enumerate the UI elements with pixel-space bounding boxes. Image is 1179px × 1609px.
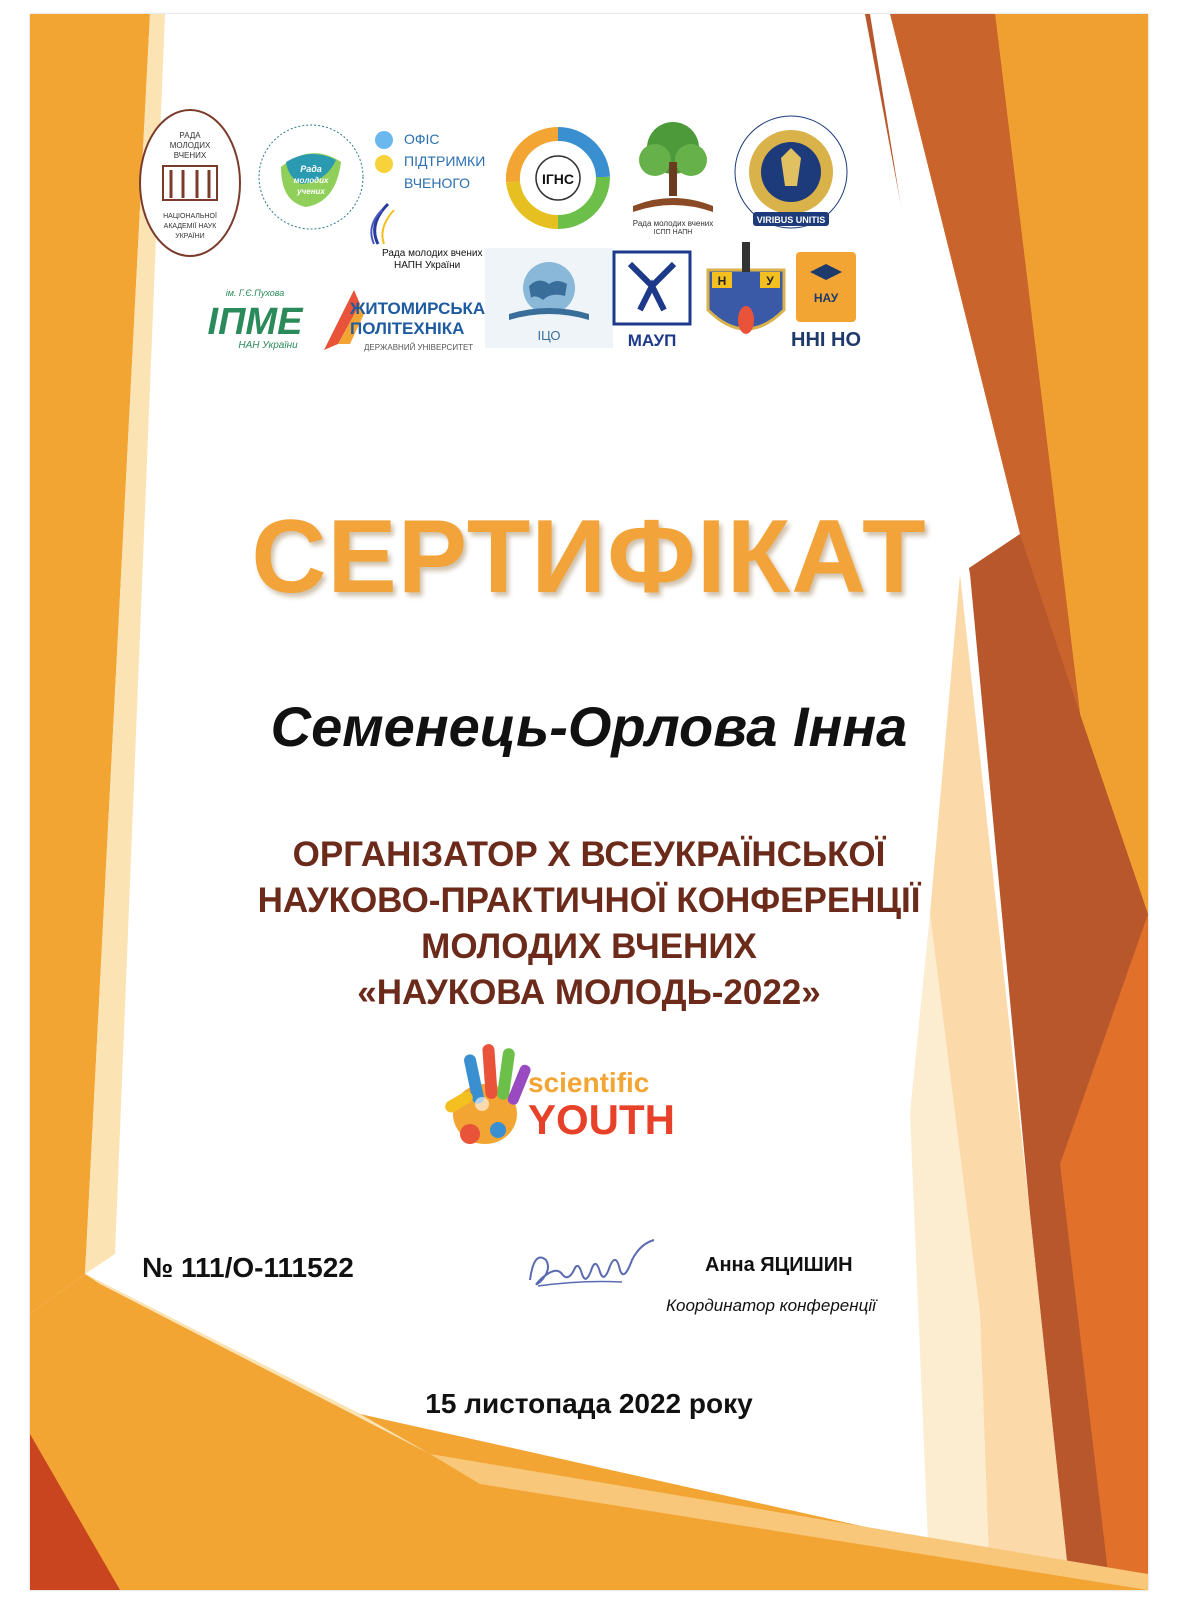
svg-text:ім. Г.Є.Пухова: ім. Г.Є.Пухова [225,288,285,298]
ippme-logo [188,284,322,356]
svg-text:ОФІС: ОФІС [404,131,440,147]
ofis-pidtrymky-vchenoho-logo [372,126,502,196]
svg-text:ПОЛІТЕХНІКА: ПОЛІТЕХНІКА [350,319,465,338]
svg-text:АКАДЕМІЇ НАУК: АКАДЕМІЇ НАУК [163,223,217,230]
svg-text:РАДА: РАДА [179,131,201,140]
svg-text:VIRIBUS UNITIS: VIRIBUS UNITIS [756,215,826,225]
recipient-name: Семенець-Орлова Інна [270,695,908,758]
svg-text:ІПМЕ: ІПМЕ [207,301,303,343]
svg-text:УКРАЇНИ: УКРАЇНИ [175,233,205,240]
rada-molodykh-vchenykh-dndi-mvs-logo [733,110,849,240]
svg-text:молодих: молодих [293,176,329,185]
svg-text:Рада молодих вчених: Рада молодих вчених [632,219,714,228]
signature-image [522,1230,662,1300]
role-line: НАУКОВО-ПРАКТИЧНОЇ КОНФЕРЕНЦІЇ [257,881,921,920]
svg-text:Рада молодих вчених: Рада молодих вчених [382,248,483,259]
rada-molodykh-vchenykh-ispp-logo [623,118,723,234]
nau-nni-no-logo [791,250,861,351]
colorful-hand-icon [443,1044,532,1144]
certificate-title: СЕРТИФІКАТ [251,499,927,615]
svg-text:ІГНС: ІГНС [541,171,575,187]
certificate-date: 15 листопада 2022 року [425,1388,753,1419]
scientific-youth-logo [430,1034,680,1164]
rada-molodykh-vchenykh-nanu-logo [138,108,243,258]
role-line: «НАУКОВА МОЛОДЬ-2022» [357,973,821,1012]
certificate-page [30,14,1148,1590]
svg-text:ІСПП НАПН: ІСПП НАПН [653,229,693,236]
svg-text:НАН України: НАН України [238,340,298,351]
svg-text:учених: учених [297,187,325,196]
svg-text:ЖИТОМИРСЬКА: ЖИТОМИРСЬКА [350,299,486,318]
svg-text:НАПН України: НАПН України [394,260,461,271]
signer-role: Координатор конференції [666,1296,876,1315]
svg-text:ПІДТРИМКИ: ПІДТРИМКИ [404,153,486,169]
maup-logo [612,250,692,350]
event-logo-line1: scientific [528,1067,650,1098]
role-line: ОРГАНІЗАТОР X ВСЕУКРАЇНСЬКОЇ [292,835,886,874]
event-logo-line2: YOUTH [528,1096,675,1143]
svg-text:МАУП: МАУП [627,331,677,350]
recipient-role [30,832,1148,1016]
svg-text:ННІ НО: ННІ НО [791,329,861,351]
svg-text:ДЕРЖАВНИЙ УНІВЕРСИТЕТ: ДЕРЖАВНИЙ УНІВЕРСИТЕТ [364,343,474,352]
svg-text:МОЛОДИХ: МОЛОДИХ [169,141,211,150]
zhytomyrska-politekhnika-logo [320,284,486,360]
svg-text:ВЧЕНОГО: ВЧЕНОГО [404,175,471,191]
svg-text:Рада: Рада [300,164,322,174]
signer-name: Анна ЯЦИШИН [705,1254,853,1276]
ihns-logo [498,122,616,232]
svg-text:НАУ: НАУ [813,291,839,305]
certificate-number: № 111/О-111522 [142,1252,354,1283]
nau-ivano-frankivsk-logo [702,240,790,350]
role-line: МОЛОДИХ ВЧЕНИХ [421,927,757,966]
svg-text:ВЧЕНИХ: ВЧЕНИХ [173,151,207,160]
svg-text:ІЦО: ІЦО [537,328,561,343]
svg-text:НАЦІОНАЛЬНОЇ: НАЦІОНАЛЬНОЇ [163,213,217,220]
itso-logo [485,248,613,348]
svg-text:Н: Н [717,274,727,288]
rada-molodykh-vchenykh-napn-logo [348,204,498,274]
svg-text:У: У [766,274,774,288]
